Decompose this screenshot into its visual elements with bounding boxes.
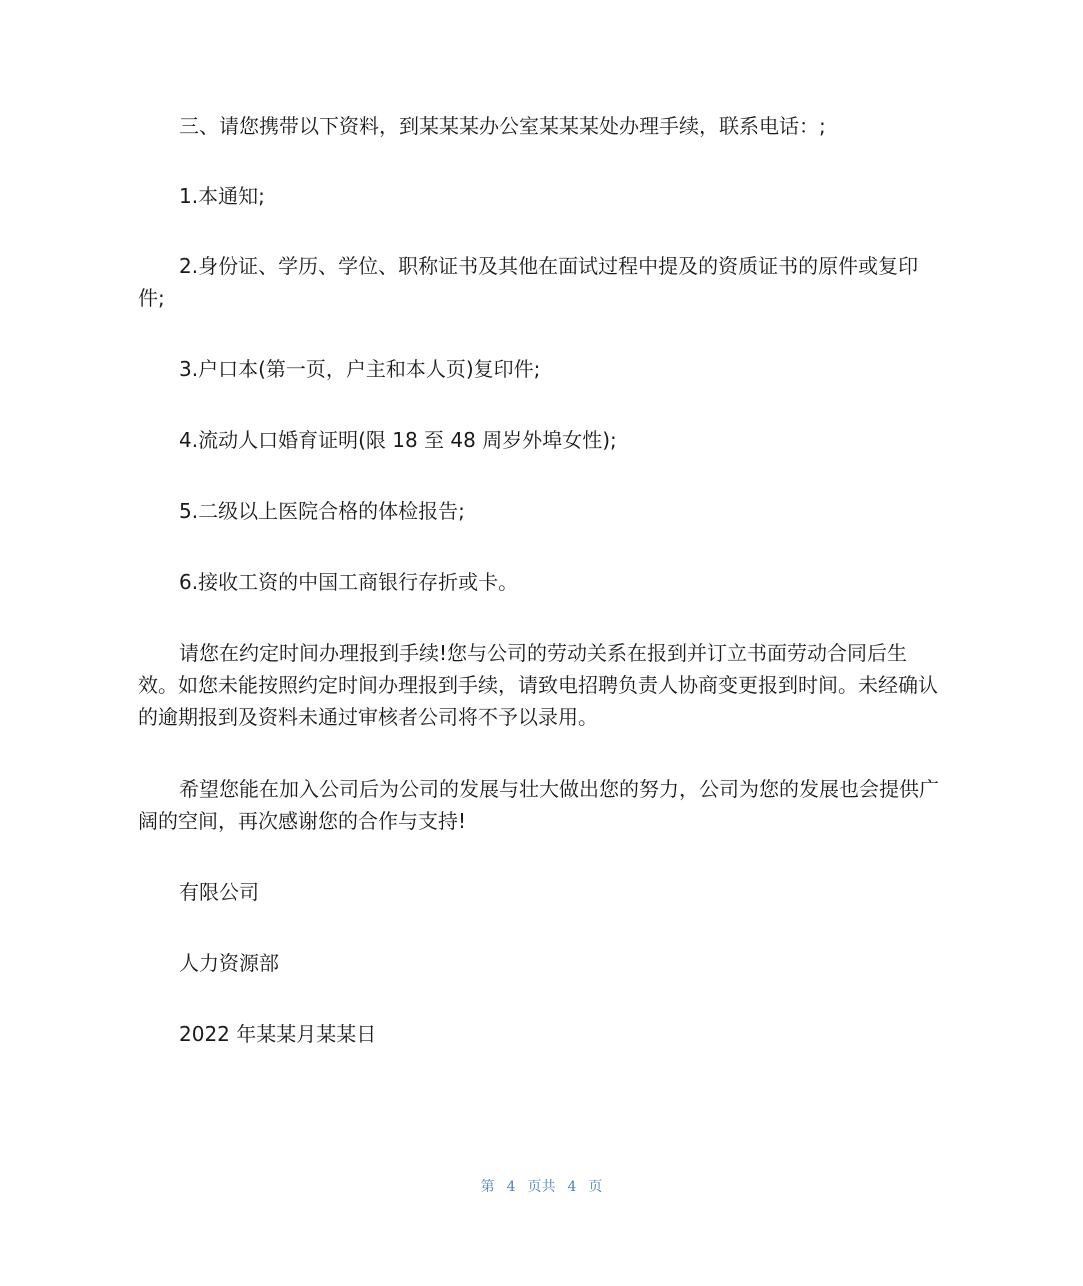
list-item-marriage-certificate: 4.流动人口婚育证明(限 18 至 48 周岁外埠女性); xyxy=(179,428,617,452)
signature-company: 有限公司 xyxy=(179,880,259,904)
paragraph-closing-wishes: 希望您能在加入公司后为公司的发展与壮大做出您的努力，公司为您的发展也会提供广阔的空间，再次感谢您的合作与支持! xyxy=(138,777,939,833)
paragraph-report-deadline: 请您在约定时间办理报到手续!您与公司的劳动关系在报到并订立书面劳动合同后生效。如您未能按照约定时间办理报到手续，请致电招聘负责人协商变更报到时间。未经确认的逾期报到及资料未通过审核者公司将不予以录用。 xyxy=(138,641,938,729)
page-footer xyxy=(0,1176,1083,1196)
list-item-health-report: 5.二级以上医院合格的体检报告; xyxy=(179,499,465,523)
signature-department: 人力资源部 xyxy=(179,951,279,975)
paragraph-materials-intro: 三、请您携带以下资料，到某某某办公室某某某处办理手续，联系电话：; xyxy=(179,114,826,138)
list-item-notice: 1.本通知; xyxy=(179,184,265,208)
footer-middle: 页共 xyxy=(527,1179,556,1195)
footer-current-page: 4 xyxy=(506,1179,516,1195)
footer-prefix: 第 xyxy=(480,1179,495,1195)
footer-total-pages: 4 xyxy=(567,1179,577,1195)
list-item-bank-card: 6.接收工资的中国工商银行存折或卡。 xyxy=(179,570,519,594)
list-item-id-certificates: 2.身份证、学历、学位、职称证书及其他在面试过程中提及的资质证书的原件或复印件; xyxy=(138,254,919,310)
list-item-household-register: 3.户口本(第一页，户主和本人页)复印件; xyxy=(179,357,541,381)
footer-suffix: 页 xyxy=(588,1179,603,1195)
signature-date: 2022 年某某月某某日 xyxy=(179,1022,377,1046)
